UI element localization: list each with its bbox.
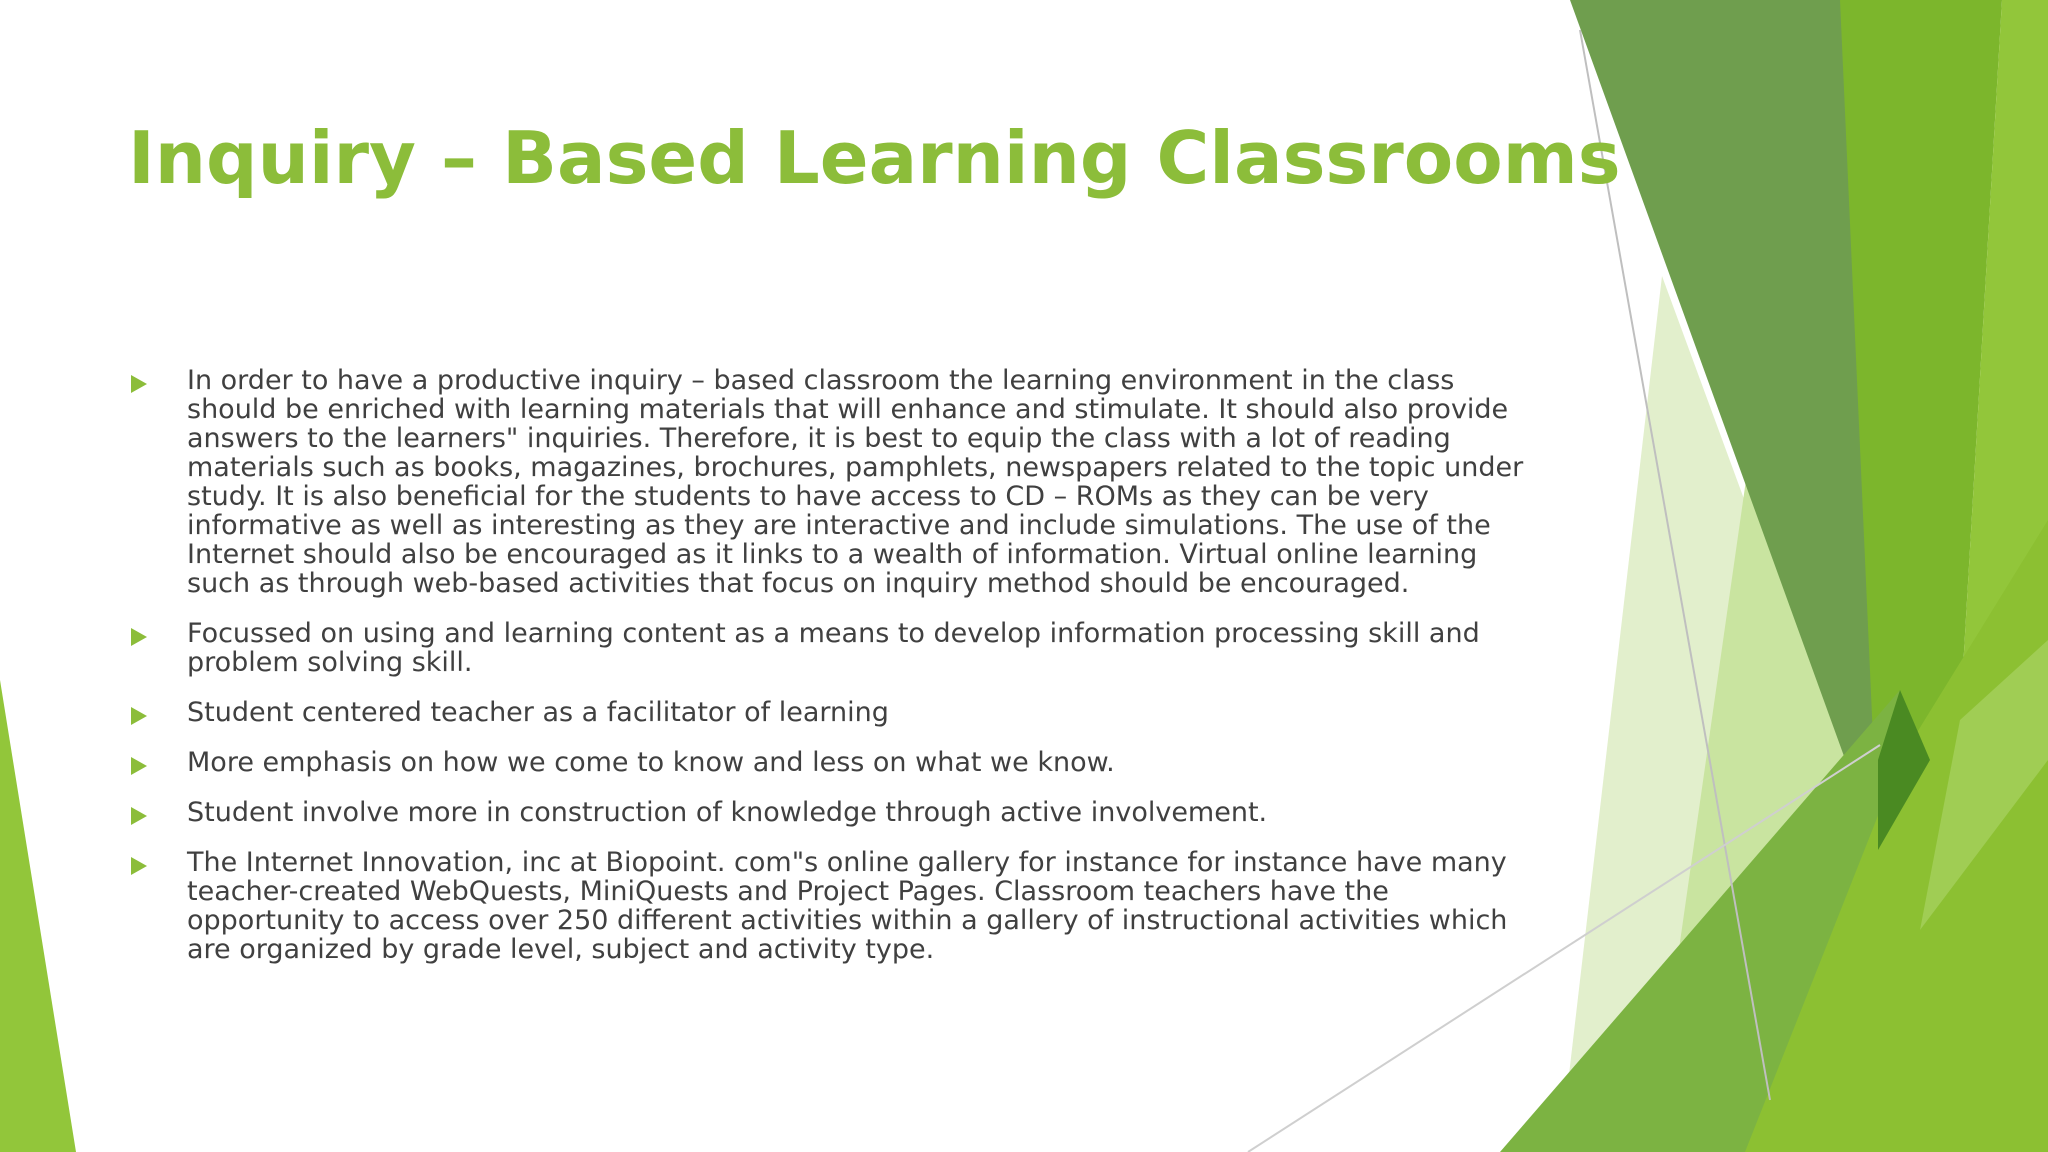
triangle-right-icon bbox=[131, 857, 147, 875]
bullet-item bbox=[128, 748, 1548, 777]
bullet-item bbox=[128, 698, 1548, 727]
bullet-item bbox=[128, 848, 1548, 964]
bullet-list bbox=[128, 366, 1548, 985]
triangle-right-icon bbox=[131, 707, 147, 725]
bullet-text: The Internet Innovation, inc at Biopoint. com"s online gallery for instance for instance have many teacher-created WebQuests, MiniQuests and Project Pages. Classroom teachers have the opportunity to access over 250 different activities within a gallery of instructional activities which are organized by grade level, subject and activity type. bbox=[187, 847, 1508, 965]
triangle-right-icon bbox=[131, 807, 147, 825]
bullet-item bbox=[128, 619, 1548, 677]
bullet-text: Student involve more in construction of knowledge through active involvement. bbox=[187, 797, 1268, 828]
bullet-text: Student centered teacher as a facilitator of learning bbox=[187, 697, 889, 728]
bullet-item bbox=[128, 798, 1548, 827]
triangle-right-icon bbox=[131, 757, 147, 775]
left-edge-sliver bbox=[0, 680, 76, 1152]
bullet-item bbox=[128, 366, 1548, 598]
triangle-right-icon bbox=[131, 628, 147, 646]
bullet-text: More emphasis on how we come to know and less on what we know. bbox=[187, 747, 1115, 778]
bullet-text: In order to have a productive inquiry – based classroom the learning environment in the class should be enriched with learning materials that will enhance and stimulate. It should also provide answers to the learners" inquiries. Therefore, it is best to equip the class with a lot of reading materials such as books, magazines, brochures, pamphlets, newspapers related to the topic under study. It is also beneficial for the students to have access to CD – ROMs as they can be very informative as well as interesting as they are interactive and include simulations. The use of the Internet should also be encouraged as it links to a wealth of information. Virtual online learning such as through web-based activities that focus on inquiry method should be encouraged. bbox=[187, 365, 1524, 599]
triangle-right-icon bbox=[131, 375, 147, 393]
slide-title: Inquiry – Based Learning Classrooms bbox=[128, 116, 1621, 200]
bullet-text: Focussed on using and learning content as a means to develop information processing skill and problem solving skill. bbox=[187, 618, 1480, 678]
